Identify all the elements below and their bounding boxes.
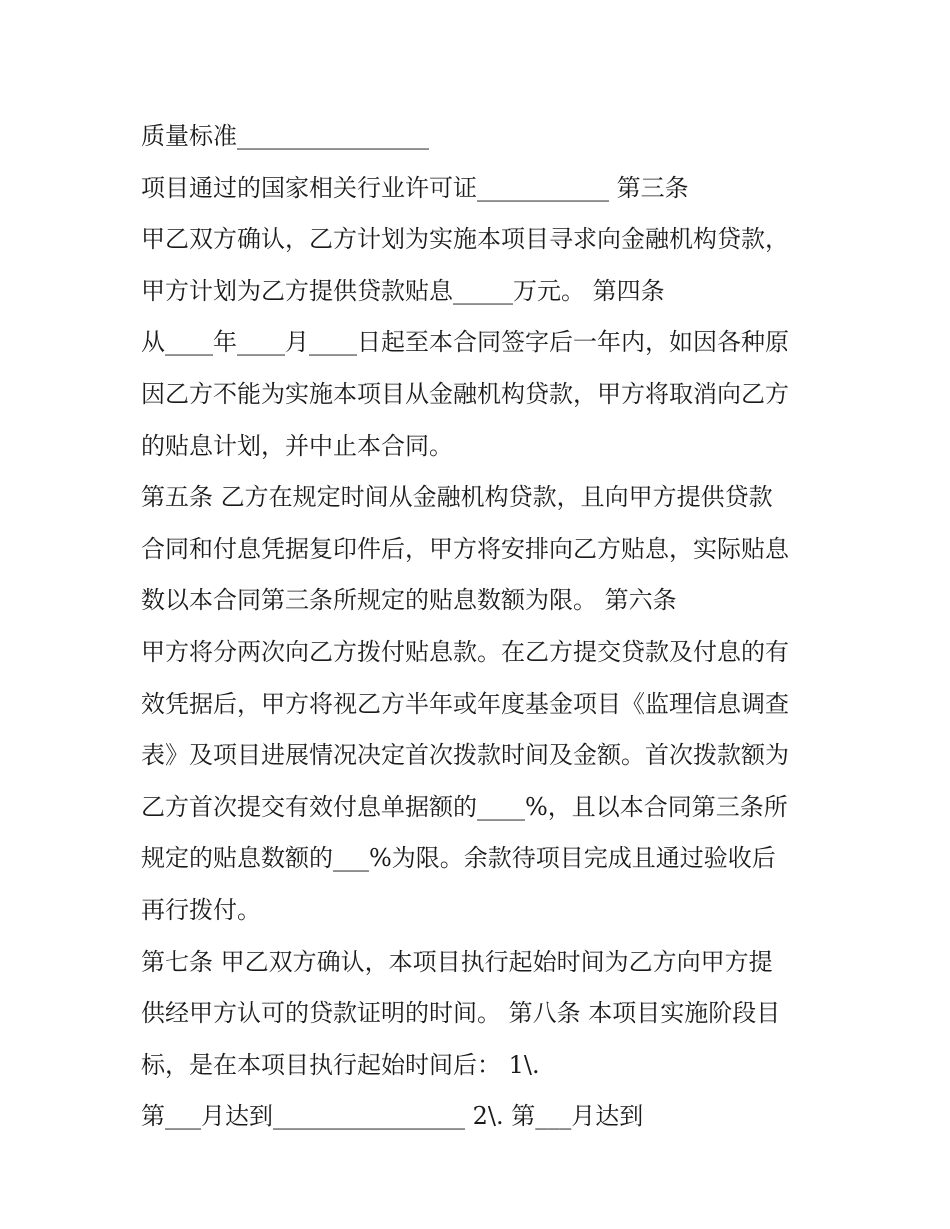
article-4-line-2: 因乙方不能为实施本项目从金融机构贷款，甲方将取消向乙方 — [141, 379, 789, 408]
article-4-line-3: 的贴息计划，并中止本合同。 — [141, 431, 453, 460]
license-line: 项目通过的国家相关行业许可证___________ 第三条 — [141, 173, 689, 202]
article-6-line-6: 再行拨付。 — [141, 895, 261, 924]
article-7-line-1: 第七条 甲乙双方确认，本项目执行起始时间为乙方向甲方提 — [141, 947, 773, 976]
article-4-line-1: 从____年____月____日起至本合同签字后一年内，如因各种原 — [141, 328, 789, 357]
article-5-line-1: 第五条 乙方在规定时间从金融机构贷款，且向甲方提供贷款 — [141, 483, 773, 512]
article-6-line-5: 规定的贴息数额的___%为限。余款待项目完成且通过验收后 — [141, 844, 776, 873]
article-8-line-2: 第___月达到________________ 2\. 第___月达到 — [141, 1102, 644, 1131]
quality-standard-line: 质量标准________________ — [141, 122, 429, 150]
article-5-line-2: 合同和付息凭据复印件后，甲方将安排向乙方贴息，实际贴息 — [141, 534, 789, 563]
article-6-line-1: 甲方将分两次向乙方拨付贴息款。在乙方提交贷款及付息的有 — [141, 637, 789, 666]
contract-body — [141, 111, 831, 1143]
article-6-line-3: 表》及项目进展情况决定首次拨款时间及金额。首次拨款额为 — [141, 741, 789, 770]
article-8-line-1: 标，是在本项目执行起始时间后： 1\. — [141, 1050, 540, 1079]
article-3-line-2: 甲方计划为乙方提供贷款贴息_____万元。 第四条 — [141, 276, 665, 305]
article-7-line-2: 供经甲方认可的贷款证明的时间。 第八条 本项目实施阶段目 — [141, 999, 781, 1028]
article-6-line-4: 乙方首次提交有效付息单据额的____%，且以本合同第三条所 — [141, 792, 788, 821]
article-6-line-2: 效凭据后，甲方将视乙方半年或年度基金项目《监理信息调查 — [141, 689, 789, 718]
article-3-line-1: 甲乙双方确认，乙方计划为实施本项目寻求向金融机构贷款， — [141, 225, 789, 254]
article-5-line-3: 数以本合同第三条所规定的贴息数额为限。 第六条 — [141, 586, 677, 615]
